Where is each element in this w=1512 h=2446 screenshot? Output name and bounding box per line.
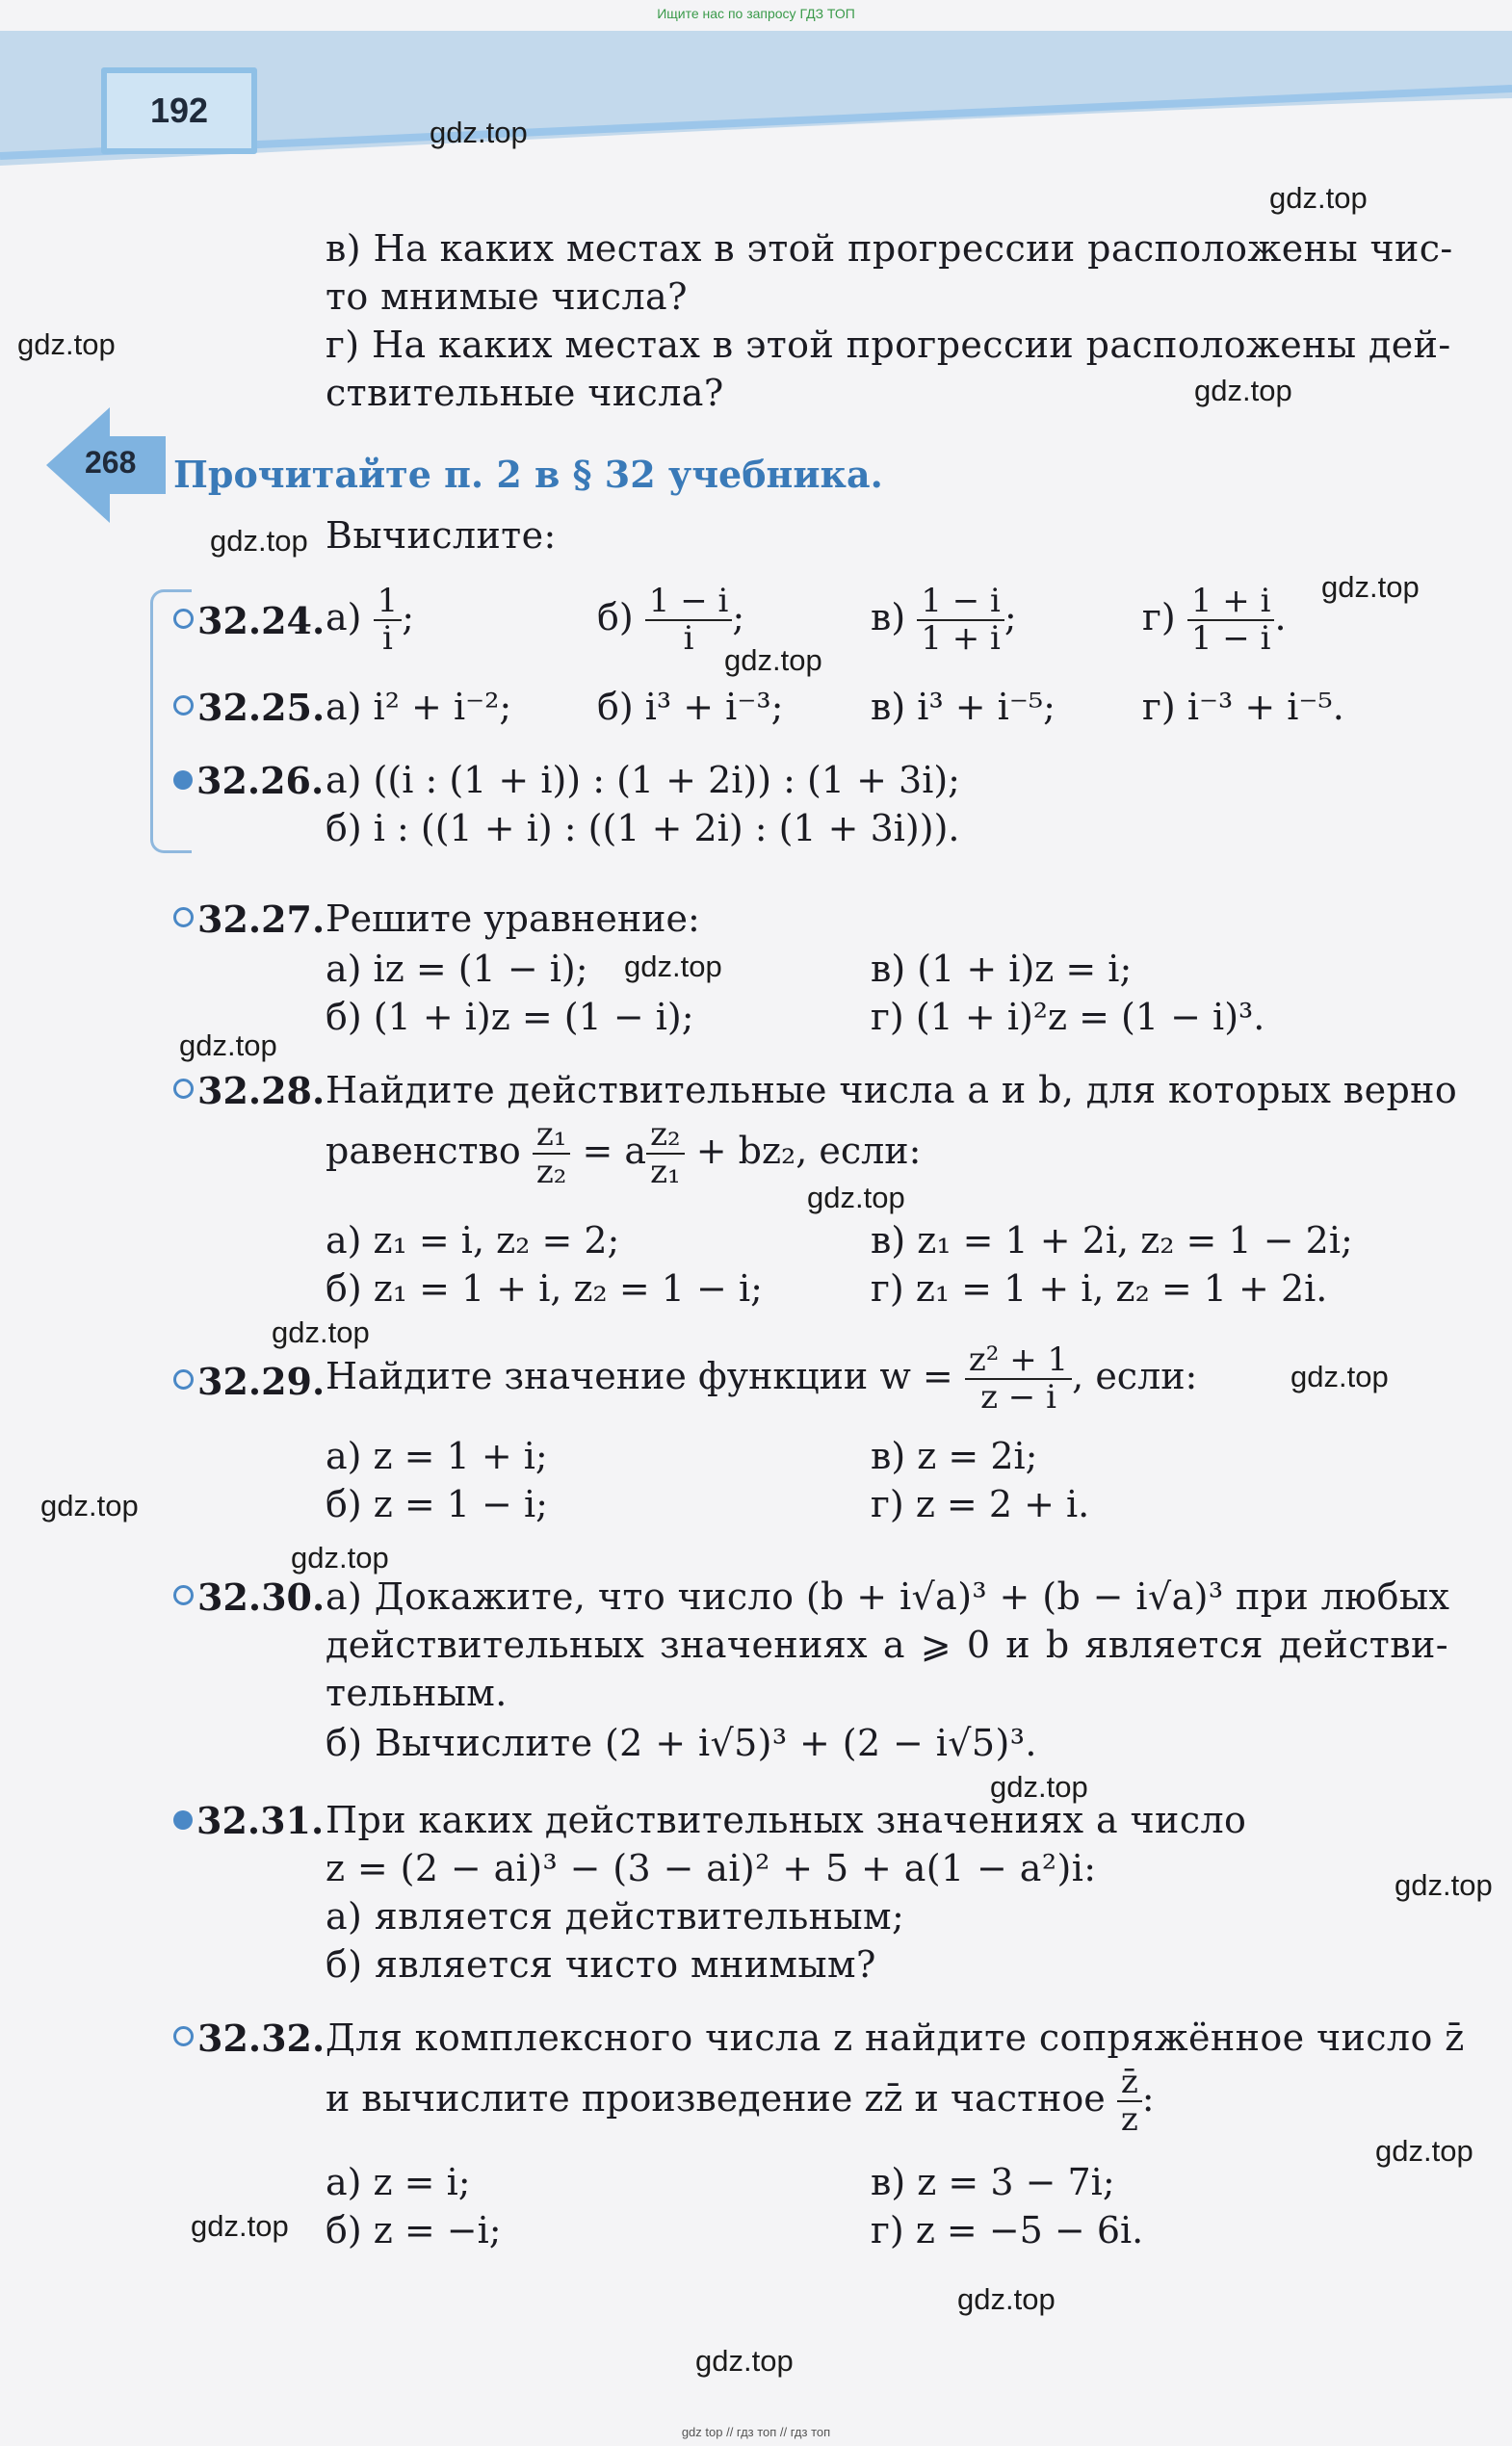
intro-g-line2: ствительные числа? bbox=[326, 372, 724, 414]
p29-a: а) z = 1 + i; bbox=[326, 1435, 548, 1477]
p27-b: б) (1 + i)z = (1 − i); bbox=[326, 996, 694, 1038]
p29-v: в) z = 2i; bbox=[871, 1435, 1038, 1477]
problem-number: 32.29. bbox=[173, 1360, 325, 1403]
problem-number: 32.31. bbox=[173, 1799, 324, 1842]
watermark: gdz.top bbox=[210, 524, 308, 558]
p29-title: Найдите значение функции w = $\frac{\text{z² + 1}}{z - i}$ , если: bbox=[326, 1340, 1198, 1418]
watermark: gdz.top bbox=[430, 116, 528, 149]
p30-line3: тельным. bbox=[326, 1672, 508, 1714]
problem-number: 32.26. bbox=[173, 759, 324, 802]
top-note: Ищите нас по запросу ГДЗ ТОП bbox=[657, 6, 855, 21]
watermark: gdz.top bbox=[17, 327, 116, 361]
watermark: gdz.top bbox=[1375, 2134, 1473, 2168]
p28-equation: равенство $\frac{\text{z₁}}{\text{z₂}}$ = a $\frac{\text{z₂}}{\text{z₁}}$ + bz₂, если: bbox=[326, 1115, 922, 1192]
p27-v: в) (1 + i)z = i; bbox=[871, 948, 1133, 990]
problem-number: 32.28. bbox=[173, 1069, 325, 1112]
footer: gdz top // гдз топ // гдз топ bbox=[681, 2425, 831, 2439]
p28-v: в) z₁ = 1 + 2i, z₂ = 1 − 2i; bbox=[871, 1219, 1353, 1262]
p27-a: а) iz = (1 − i); bbox=[326, 948, 588, 990]
intro-v-line2: то мнимые числа? bbox=[326, 275, 688, 318]
p30-line2: действительных значениях a ⩾ 0 и b является действи- bbox=[326, 1624, 1448, 1666]
p27-g: г) (1 + i)²z = (1 − i)³. bbox=[871, 996, 1265, 1038]
watermark: gdz.top bbox=[957, 2282, 1056, 2316]
p28-b: б) z₁ = 1 + i, z₂ = 1 − i; bbox=[326, 1267, 763, 1310]
intro-v-line1: в) На каких местах в этой прогрессии расположены чис- bbox=[326, 227, 1453, 270]
problem-number: 32.30. bbox=[173, 1575, 325, 1619]
p31-line2: z = (2 − ai)³ − (3 − ai)² + 5 + a(1 − a²)i: bbox=[326, 1847, 1097, 1889]
watermark: gdz.top bbox=[807, 1181, 905, 1214]
p32-v: в) z = 3 − 7i; bbox=[871, 2161, 1115, 2203]
p25-b: б) i³ + i⁻³; bbox=[597, 686, 784, 728]
p32-b: б) z = −i; bbox=[326, 2209, 502, 2251]
p28-a: а) z₁ = i, z₂ = 2; bbox=[326, 1219, 620, 1262]
p31-line1: При каких действительных значениях a число bbox=[326, 1799, 1247, 1841]
watermark: gdz.top bbox=[291, 1541, 389, 1574]
watermark: gdz.top bbox=[1269, 181, 1368, 215]
problem-number: 32.27. bbox=[173, 898, 325, 941]
p26-b: б) i : ((1 + i) : ((1 + 2i) : (1 + 3i))). bbox=[326, 807, 960, 849]
p30-line1: а) Докажите, что число (b + i√a)³ + (b − i√a)³ при любых bbox=[326, 1575, 1450, 1618]
compute-label: Вычислите: bbox=[326, 514, 557, 557]
watermark: gdz.top bbox=[1321, 570, 1420, 604]
watermark: gdz.top bbox=[624, 950, 722, 983]
section-instruction: Прочитайте п. 2 в § 32 учебника. bbox=[173, 453, 883, 496]
problem-number: 32.24. bbox=[173, 599, 325, 642]
watermark: gdz.top bbox=[40, 1489, 139, 1522]
p25-a: а) i² + i⁻²; bbox=[326, 686, 512, 728]
p30-line4: б) Вычислите (2 + i√5)³ + (2 − i√5)³. bbox=[326, 1722, 1037, 1764]
p24-b: б) $\frac{1 - i}{i}$ ; bbox=[597, 582, 745, 659]
watermark: gdz.top bbox=[695, 2344, 794, 2378]
watermark: gdz.top bbox=[1395, 1868, 1493, 1902]
p24-a: а) $\frac{1}{i}$ ; bbox=[326, 582, 415, 659]
intro-g-line1: г) На каких местах в этой прогрессии расположены дей- bbox=[326, 324, 1451, 366]
p25-v: в) i³ + i⁻⁵; bbox=[871, 686, 1056, 728]
problem-number: 32.32. bbox=[173, 2017, 325, 2060]
section-badge: 268 bbox=[85, 445, 137, 480]
watermark: gdz.top bbox=[272, 1315, 370, 1349]
p32-a: а) z = i; bbox=[326, 2161, 471, 2203]
p32-g: г) z = −5 − 6i. bbox=[871, 2209, 1144, 2251]
p24-g: г) $\frac{1 + i}{1 - i}$ . bbox=[1142, 582, 1287, 659]
p27-title: Решите уравнение: bbox=[326, 898, 700, 940]
p24-v: в) $\frac{1 - i}{1 + i}$ ; bbox=[871, 582, 1017, 659]
p29-g: г) z = 2 + i. bbox=[871, 1483, 1090, 1525]
p25-g: г) i⁻³ + i⁻⁵. bbox=[1142, 686, 1344, 728]
problem-number: 32.25. bbox=[173, 686, 325, 729]
p29-b: б) z = 1 − i; bbox=[326, 1483, 548, 1525]
p31-line4: б) является чисто мнимым? bbox=[326, 1943, 876, 1986]
watermark: gdz.top bbox=[191, 2209, 289, 2243]
watermark: gdz.top bbox=[1194, 374, 1292, 407]
p28-title: Найдите действительные числа a и b, для которых верно bbox=[326, 1069, 1458, 1111]
watermark: gdz.top bbox=[724, 643, 822, 677]
watermark: gdz.top bbox=[179, 1028, 277, 1062]
p31-line3: а) является действительным; bbox=[326, 1895, 905, 1938]
page-number: 192 bbox=[101, 67, 257, 154]
p32-line1: Для комплексного числа z найдите сопряжённое число z̄ bbox=[326, 2017, 1465, 2059]
p26-a: а) ((i : (1 + i)) : (1 + 2i)) : (1 + 3i); bbox=[326, 759, 960, 801]
watermark: gdz.top bbox=[1290, 1360, 1389, 1393]
p32-line2: и вычислите произведение zz̄ и частное $\frac{z̄}{z}$ : bbox=[326, 2063, 1155, 2140]
p28-g: г) z₁ = 1 + i, z₂ = 1 + 2i. bbox=[871, 1267, 1328, 1310]
watermark: gdz.top bbox=[990, 1770, 1088, 1804]
